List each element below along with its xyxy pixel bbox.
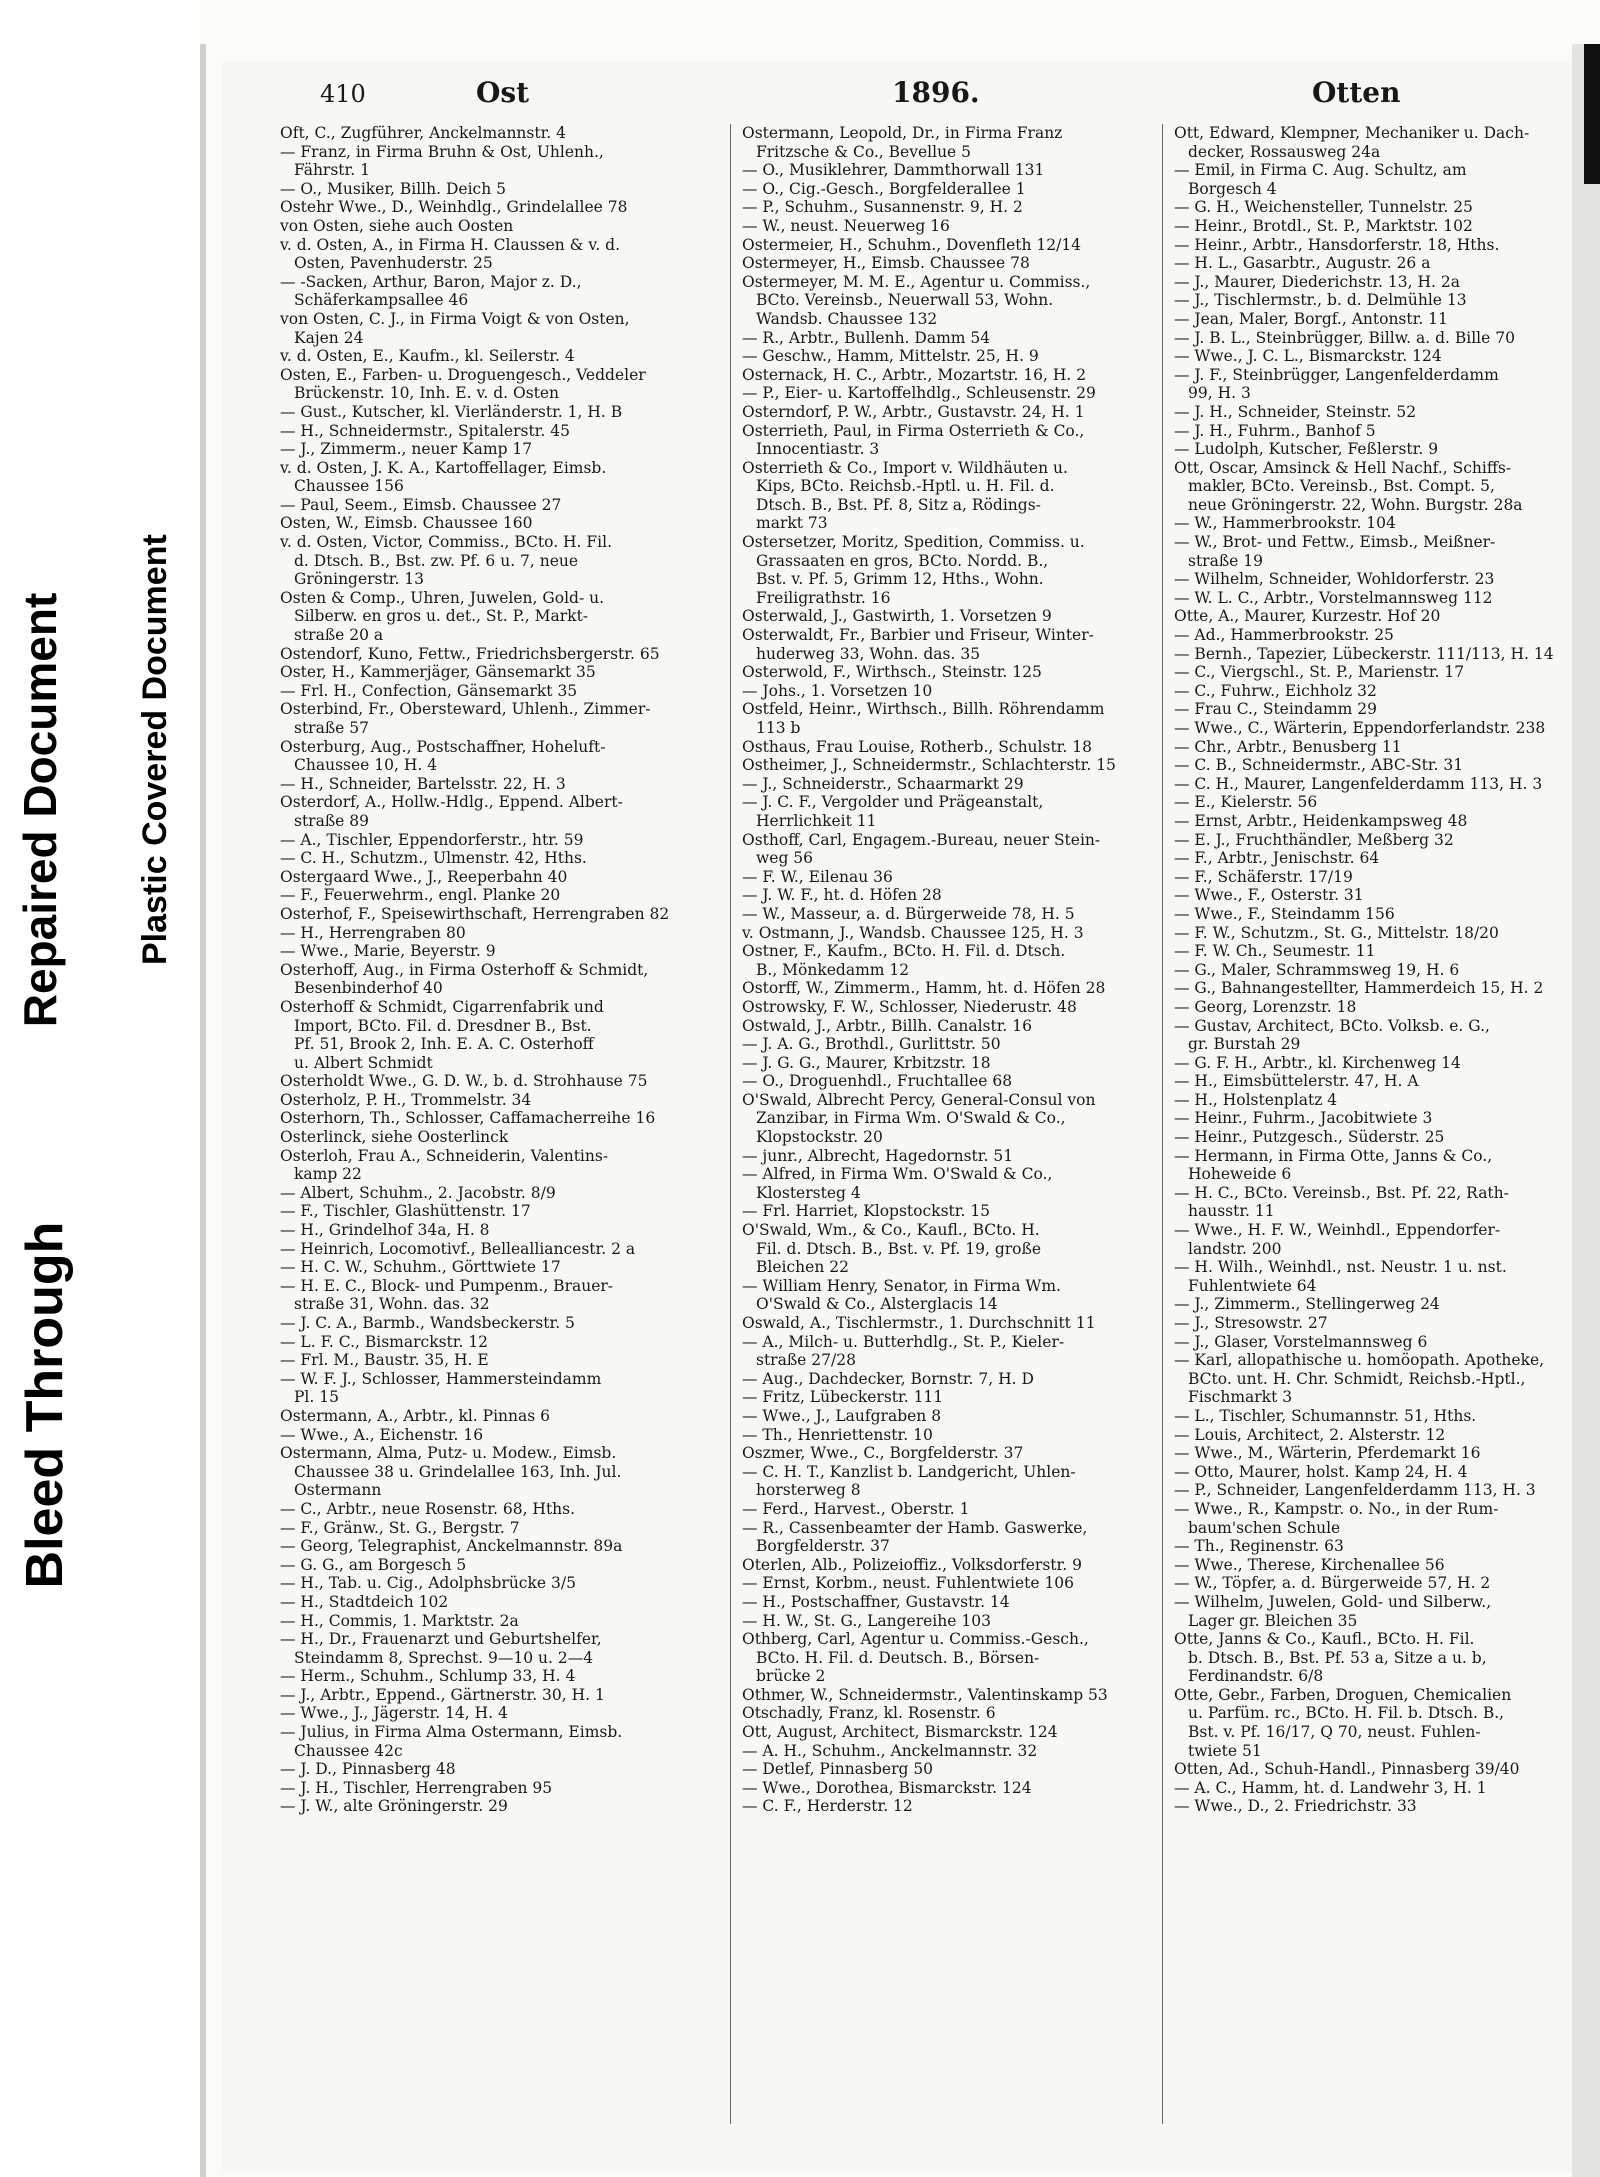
directory-entry-line: — L., Tischler, Schumannstr. 51, Hths. — [1174, 1406, 1477, 1425]
directory-entry-line: kamp 22 — [294, 1165, 362, 1184]
directory-entry-line: Oft, C., Zugführer, Anckelmannstr. 4 — [280, 124, 567, 142]
directory-entry-line: — W., Brot- und Fettw., Eimsb., Meißner- — [1174, 533, 1496, 552]
directory-entry-line: O'Swald, Wm., & Co., Kaufl., BCto. H. — [742, 1221, 1040, 1240]
directory-entry-line: — Wwe., J., Laufgraben 8 — [742, 1406, 942, 1425]
directory-entry-line: Klopstockstr. 20 — [756, 1128, 883, 1147]
directory-entry-line: Freiligrathstr. 16 — [756, 588, 891, 607]
directory-entry-line: Kips, BCto. Reichsb.-Hptl. u. H. Fil. d. — [756, 477, 1055, 496]
directory-entry-line: B., Mönkedamm 12 — [756, 960, 910, 979]
directory-entry-line: — Geschw., Hamm, Mittelstr. 25, H. 9 — [742, 347, 1039, 366]
directory-entry-line: — Jean, Maler, Borgf., Antonstr. 11 — [1174, 309, 1448, 328]
directory-entry-line: Chaussee 10, H. 4 — [294, 756, 438, 775]
directory-entry-line: Klostersteg 4 — [756, 1183, 861, 1202]
directory-entry-line: Fischmarkt 3 — [1188, 1388, 1293, 1407]
directory-entry-line: — H., Tab. u. Cig., Adolphsbrücke 3/5 — [280, 1574, 576, 1593]
directory-entry-line: — Karl, allopathische u. homöopath. Apotheke, — [1174, 1351, 1545, 1370]
directory-entry-line: — O., Musiker, Billh. Deich 5 — [280, 179, 507, 198]
directory-entry-line: straße 27/28 — [756, 1351, 856, 1370]
directory-entry-line: Fil. d. Dtsch. B., Bst. v. Pf. 19, große — [756, 1239, 1042, 1258]
directory-entry-line: — C. H., Maurer, Langenfelderdamm 113, H. 3 — [1174, 774, 1543, 793]
directory-entry-line: — J. F., Steinbrügger, Langenfelderdamm — [1174, 365, 1499, 384]
directory-entry-line: v. d. Osten, Victor, Commiss., BCto. H. Fil. — [280, 533, 613, 552]
right-guide-word: Otten — [1312, 76, 1401, 109]
directory-entry-line: O'Swald & Co., Alsterglacis 14 — [756, 1295, 998, 1314]
directory-entry-line: — J. H., Schneider, Steinstr. 52 — [1174, 402, 1417, 421]
page-number: 410 — [320, 80, 366, 108]
directory-entry-line: — Wwe., R., Kampstr. o. No., in der Rum- — [1174, 1499, 1499, 1518]
scan-right-edge — [1572, 44, 1600, 2177]
directory-column-3 — [1174, 124, 1554, 2154]
directory-entry-line: — Paul, Seem., Eimsb. Chaussee 27 — [280, 495, 562, 514]
directory-entry-line: — Frl. H., Confection, Gänsemarkt 35 — [280, 681, 578, 700]
directory-entry-line: — Wwe., J., Jägerstr. 14, H. 4 — [280, 1704, 508, 1723]
directory-entry-line: — J., Stresowstr. 27 — [1174, 1314, 1328, 1332]
bleed-through-label: Bleed Through — [16, 1221, 74, 1589]
directory-entry-line: straße 89 — [294, 811, 370, 830]
directory-entry-line: — H., Eimsbüttelerstr. 47, H. A — [1174, 1072, 1419, 1091]
directory-entry-line: Otte, Janns & Co., Kaufl., BCto. H. Fil. — [1174, 1630, 1475, 1649]
directory-entry-line: Pl. 15 — [294, 1388, 339, 1407]
directory-entry-line: makler, BCto. Vereinsb., Bst. Compt. 5, — [1188, 477, 1495, 496]
directory-entry-line: — Heinr., Putzgesch., Süderstr. 25 — [1174, 1128, 1445, 1147]
directory-entry-line: — C. B., Schneidermstr., ABC-Str. 31 — [1174, 756, 1464, 775]
directory-entry-line: Osterrieth & Co., Import v. Wildhäuten u. — [742, 458, 1068, 477]
directory-entry-line: — Chr., Arbtr., Benusberg 11 — [1174, 737, 1402, 756]
directory-entry-line: — G. G., am Borgesch 5 — [280, 1555, 467, 1574]
directory-entry-line: Silberw. en gros u. det., St. P., Markt- — [294, 607, 589, 626]
directory-entry-line: Schäferkampsallee 46 — [294, 291, 469, 310]
directory-entry-line: Ostermann, Leopold, Dr., in Firma Franz — [742, 124, 1063, 142]
column-divider — [1162, 124, 1163, 2124]
directory-entry-line: Chaussee 42c — [294, 1741, 403, 1760]
directory-entry-line: Osternack, H. C., Arbtr., Mozartstr. 16, H. 2 — [742, 365, 1087, 384]
left-guide-word: Ost — [476, 76, 530, 109]
directory-entry-line: v. d. Osten, E., Kaufm., kl. Seilerstr. 4 — [280, 347, 575, 366]
directory-entry-line: Osten, W., Eimsb. Chaussee 160 — [280, 514, 533, 533]
directory-entry-line: — O., Cig.-Gesch., Borgfelderallee 1 — [742, 179, 1026, 198]
directory-entry-line: — Ludolph, Kutscher, Feßlerstr. 9 — [1174, 440, 1439, 459]
directory-entry-line: — E. J., Fruchthändler, Meßberg 32 — [1174, 830, 1454, 849]
directory-entry-line: — J. C. A., Barmb., Wandsbeckerstr. 5 — [280, 1314, 575, 1332]
directory-entry-line: Othmer, W., Schneidermstr., Valentinskamp 53 — [742, 1685, 1108, 1704]
directory-entry-line: — A. C., Hamm, ht. d. Landwehr 3, H. 1 — [1174, 1778, 1487, 1797]
directory-entry-line: hausstr. 11 — [1188, 1202, 1275, 1221]
directory-entry-line: BCto. unt. H. Chr. Schmidt, Reichsb.-Hptl., — [1188, 1369, 1526, 1388]
directory-entry-line: — H. L., Gasarbtr., Augustr. 26 a — [1174, 254, 1431, 273]
directory-entry-line: Osterloh, Frau A., Schneiderin, Valentins- — [280, 1146, 609, 1165]
directory-entry-line: — F., Tischler, Glashüttenstr. 17 — [280, 1202, 531, 1221]
directory-entry-line: — Ernst, Korbm., neust. Fuhlentwiete 106 — [742, 1574, 1075, 1593]
directory-entry-line: BCto. Vereinsb., Neuerwall 53, Wohn. — [756, 291, 1054, 310]
directory-entry-line: — Albert, Schuhm., 2. Jacobstr. 8/9 — [280, 1183, 556, 1202]
directory-entry-line: Osterrieth, Paul, in Firma Osterrieth & Co., — [742, 421, 1085, 440]
directory-entry-line: — J., Tischlermstr., b. d. Delmühle 13 — [1174, 291, 1467, 310]
directory-entry-line: Innocentiastr. 3 — [756, 440, 880, 459]
directory-entry-line: Osterholz, P. H., Trommelstr. 34 — [280, 1090, 532, 1109]
directory-entry-line: Ostermeier, H., Schuhm., Dovenfleth 12/14 — [742, 235, 1082, 254]
directory-entry-line: Import, BCto. Fil. d. Dresdner B., Bst. — [294, 1016, 592, 1035]
directory-entry-line: — Wwe., H. F. W., Weinhdl., Eppendorfer- — [1174, 1221, 1501, 1240]
directory-entry-line: Ostwald, J., Arbtr., Billh. Canalstr. 16 — [742, 1016, 1033, 1035]
directory-entry-line: Oterlen, Alb., Polizeioffiz., Volksdorferstr. 9 — [742, 1555, 1082, 1574]
directory-entry-line: u. Albert Schmidt — [294, 1053, 433, 1072]
column-divider — [730, 124, 731, 2124]
directory-entry-line: Ostermann, A., Arbtr., kl. Pinnas 6 — [280, 1406, 550, 1425]
directory-entry-line: — Gust., Kutscher, kl. Vierländerstr. 1, H. B — [280, 402, 623, 421]
directory-entry-line: — L. F. C., Bismarckstr. 12 — [280, 1332, 489, 1351]
directory-entry-line: — Bernh., Tapezier, Lübeckerstr. 111/113, H. 14 — [1174, 644, 1554, 663]
directory-entry-line: — Wwe., D., 2. Friedrichstr. 33 — [1174, 1797, 1417, 1816]
directory-entry-line: — Frau C., Steindamm 29 — [1174, 700, 1377, 719]
directory-entry-line: neue Gröningerstr. 22, Wohn. Burgstr. 28a — [1188, 495, 1523, 514]
directory-entry-line: — Aug., Dachdecker, Bornstr. 7, H. D — [742, 1369, 1034, 1388]
directory-entry-line: — Th., Henriettenstr. 10 — [742, 1425, 933, 1444]
directory-column-1 — [280, 124, 716, 2154]
directory-entry-line: — J. B. L., Steinbrügger, Billw. a. d. Bille 70 — [1174, 328, 1515, 347]
directory-entry-line: Kajen 24 — [294, 328, 364, 347]
directory-entry-line: — Ad., Hammerbrookstr. 25 — [1174, 626, 1394, 645]
directory-entry-line: — J., Maurer, Diederichstr. 13, H. 2a — [1174, 272, 1460, 291]
directory-entry-line: Otten, Ad., Schuh-Handl., Pinnasberg 39/40 — [1174, 1760, 1520, 1779]
directory-entry-line: — Wwe., A., Eichenstr. 16 — [280, 1425, 484, 1444]
directory-entry-line: huderweg 33, Wohn. das. 35 — [756, 644, 981, 663]
directory-entry-line: — C. F., Herderstr. 12 — [742, 1797, 913, 1816]
directory-entry-line: — Gustav, Architect, BCto. Volksb. e. G., — [1174, 1016, 1490, 1035]
directory-entry-line: — H., Herrengraben 80 — [280, 923, 466, 942]
directory-entry-line: — G. H., Weichensteller, Tunnelstr. 25 — [1174, 198, 1473, 217]
directory-entry-line: straße 20 a — [294, 626, 384, 645]
directory-entry-line: — W. F. J., Schlosser, Hammersteindamm — [280, 1369, 602, 1388]
directory-entry-line: Grassaaten en gros, BCto. Nordd. B., — [756, 551, 1049, 570]
directory-entry-line: — H., Commis, 1. Marktstr. 2a — [280, 1611, 519, 1630]
directory-entry-line: — H., Holstenplatz 4 — [1174, 1090, 1338, 1109]
directory-entry-line: — F., Arbtr., Jenischstr. 64 — [1174, 849, 1380, 868]
directory-entry-line: — Frl. Harriet, Klopstockstr. 15 — [742, 1202, 991, 1221]
directory-entry-line: Osterholdt Wwe., G. D. W., b. d. Strohhause 75 — [280, 1072, 648, 1091]
directory-entry-line: Ott, August, Architect, Bismarckstr. 124 — [742, 1723, 1058, 1742]
directory-entry-line: — Detlef, Pinnasberg 50 — [742, 1760, 934, 1779]
directory-entry-line: weg 56 — [756, 849, 814, 868]
directory-entry-line: Osten & Comp., Uhren, Juwelen, Gold- u. — [280, 588, 605, 607]
repaired-document-label: Repaired Document — [14, 592, 66, 1028]
directory-entry-line: Brückenstr. 10, Inh. E. v. d. Osten — [294, 384, 560, 403]
directory-entry-line: straße 57 — [294, 719, 370, 737]
directory-entry-line: — Wilhelm, Juwelen, Gold- und Silberw., — [1174, 1592, 1492, 1611]
directory-entry-line: — F., Feuerwehrm., engl. Planke 20 — [280, 886, 561, 905]
directory-entry-line: twiete 51 — [1188, 1741, 1262, 1760]
directory-entry-line: — F., Gränw., St. G., Bergstr. 7 — [280, 1518, 520, 1537]
directory-entry-line: — E., Kielerstr. 56 — [1174, 793, 1318, 812]
directory-entry-line: — G., Bahnangestellter, Hammerdeich 15, H. 2 — [1174, 979, 1544, 998]
directory-entry-line: Ostermann, Alma, Putz- u. Modew., Eimsb. — [280, 1444, 617, 1463]
directory-entry-line: Osthaus, Frau Louise, Rotherb., Schulstr. 18 — [742, 737, 1092, 756]
directory-entry-line: — Wilhelm, Schneider, Wohldorferstr. 23 — [1174, 570, 1495, 589]
directory-entry-line: — Louis, Architect, 2. Alsterstr. 12 — [1174, 1425, 1446, 1444]
directory-entry-line: Otschadly, Franz, kl. Rosenstr. 6 — [742, 1704, 996, 1723]
directory-entry-line: Othberg, Carl, Agentur u. Commiss.-Gesch., — [742, 1630, 1089, 1649]
directory-entry-line: Osterburg, Aug., Postschaffner, Hoheluft- — [280, 737, 606, 756]
directory-entry-line: — Ferd., Harvest., Oberstr. 1 — [742, 1499, 970, 1518]
directory-entry-line: — Ernst, Arbtr., Heidenkampsweg 48 — [1174, 811, 1468, 830]
directory-entry-line: straße 19 — [1188, 551, 1264, 570]
directory-entry-line: — Wwe., C., Wärterin, Eppendorferlandstr. 238 — [1174, 719, 1546, 737]
directory-entry-line: markt 73 — [756, 514, 828, 533]
directory-entry-line: — F., Schäferstr. 17/19 — [1174, 867, 1353, 886]
directory-entry-line: — A. H., Schuhm., Anckelmannstr. 32 — [742, 1741, 1038, 1760]
directory-entry-line: — J., Glaser, Vorstelmannsweg 6 — [1174, 1332, 1428, 1351]
directory-entry-line: Oszmer, Wwe., C., Borgfelderstr. 37 — [742, 1444, 1024, 1463]
directory-entry-line: — H., Postschaffner, Gustavstr. 14 — [742, 1592, 1010, 1611]
directory-entry-line: Ostermeyer, H., Eimsb. Chaussee 78 — [742, 254, 1030, 273]
directory-entry-line: Bst. v. Pf. 16/17, Q 70, neust. Fuhlen- — [1188, 1723, 1481, 1742]
directory-entry-line: Fritzsche & Co., Bevellue 5 — [756, 142, 972, 161]
directory-entry-line: — Heinr., Fuhrm., Jacobitwiete 3 — [1174, 1109, 1433, 1128]
directory-entry-line: — J. G. G., Maurer, Krbitzstr. 18 — [742, 1053, 991, 1072]
directory-entry-line: baum'schen Schule — [1188, 1518, 1341, 1537]
directory-entry-line: Dtsch. B., Bst. Pf. 8, Sitz a, Rödings- — [756, 495, 1041, 514]
page-header — [222, 76, 1572, 120]
scan-edge-mark — [1584, 44, 1600, 184]
directory-entry-line: — J., Zimmerm., Stellingerweg 24 — [1174, 1295, 1440, 1314]
directory-entry-line: — Wwe., F., Steindamm 156 — [1174, 904, 1395, 923]
directory-entry-line: v. Ostmann, J., Wandsb. Chaussee 125, H. 3 — [742, 923, 1084, 942]
directory-entry-line: von Osten, C. J., in Firma Voigt & von Osten, — [280, 309, 630, 328]
directory-entry-line: — P., Schneider, Langenfelderdamm 113, H. 3 — [1174, 1481, 1536, 1500]
directory-entry-line: — Wwe., Therese, Kirchenallee 56 — [1174, 1555, 1445, 1574]
directory-entry-line: O'Swald, Albrecht Percy, General-Consul von — [742, 1090, 1096, 1109]
directory-entry-line: Ostermann — [294, 1481, 382, 1500]
directory-entry-line: — H., Grindelhof 34a, H. 8 — [280, 1221, 490, 1240]
directory-entry-line: — W., Hammerbrookstr. 104 — [1174, 514, 1396, 533]
directory-entry-line: — Johs., 1. Vorsetzen 10 — [742, 681, 933, 700]
directory-entry-line: — W., neust. Neuerweg 16 — [742, 216, 950, 235]
directory-entry-line: Ostersetzer, Moritz, Spedition, Commiss. u. — [742, 533, 1085, 552]
directory-entry-line: — H. Wilh., Weinhdl., nst. Neustr. 1 u. nst. — [1174, 1258, 1507, 1277]
directory-entry-line: — Wwe., Marie, Beyerstr. 9 — [280, 942, 496, 961]
directory-entry-line: gr. Burstah 29 — [1188, 1035, 1301, 1054]
directory-entry-line: landstr. 200 — [1188, 1239, 1282, 1258]
directory-entry-line: — J. A. G., Brothdl., Gurlittstr. 50 — [742, 1035, 1001, 1054]
directory-entry-line: — William Henry, Senator, in Firma Wm. — [742, 1276, 1061, 1295]
directory-entry-line: — C. H., Schutzm., Ulmenstr. 42, Hths. — [280, 849, 587, 868]
directory-entry-line: Ott, Edward, Klempner, Mechaniker u. Dach- — [1174, 124, 1530, 142]
directory-entry-line: Ostermeyer, M. M. E., Agentur u. Commiss., — [742, 272, 1091, 291]
directory-entry-line: — A., Milch- u. Butterhdlg., St. P., Kieler- — [742, 1332, 1065, 1351]
directory-entry-line: v. d. Osten, A., in Firma H. Claussen & v. d. — [280, 235, 621, 254]
directory-entry-line: — C., Arbtr., neue Rosenstr. 68, Hths. — [280, 1499, 576, 1518]
directory-entry-line: — H. E. C., Block- und Pumpenm., Brauer- — [280, 1276, 614, 1295]
directory-entry-line: — A., Tischler, Eppendorferstr., htr. 59 — [280, 830, 584, 849]
directory-entry-line: u. Parfüm. rc., BCto. H. Fil. b. Dtsch. B., — [1188, 1704, 1505, 1723]
directory-entry-line: — C., Viergschl., St. P., Marienstr. 17 — [1174, 663, 1465, 682]
directory-entry-line: horsterweg 8 — [756, 1481, 861, 1500]
directory-entry-line: Ostendorf, Kuno, Fettw., Friedrichsbergerstr. 65 — [280, 644, 660, 663]
directory-entry-line: straße 31, Wohn. das. 32 — [294, 1295, 490, 1314]
directory-entry-line: — C., Fuhrw., Eichholz 32 — [1174, 681, 1377, 700]
directory-entry-line: — Heinrich, Locomotivf., Bellealliancestr. 2 a — [280, 1239, 636, 1258]
directory-entry-line: Osthoff, Carl, Engagem.-Bureau, neuer Stein- — [742, 830, 1101, 849]
directory-entry-line: — Franz, in Firma Bruhn & Ost, Uhlenh., — [280, 142, 604, 161]
directory-entry-line: Osterhoff, Aug., in Firma Osterhoff & Schmidt, — [280, 960, 649, 979]
directory-entry-line: 113 b — [756, 719, 801, 737]
directory-entry-line: Osterdorf, A., Hollw.-Hdlg., Eppend. Albert- — [280, 793, 623, 812]
directory-entry-line: — R., Arbtr., Bullenh. Damm 54 — [742, 328, 991, 347]
directory-entry-line: brücke 2 — [756, 1667, 826, 1686]
directory-entry-line: — G. F. H., Arbtr., kl. Kirchenweg 14 — [1174, 1053, 1461, 1072]
directory-entry-line: — Wwe., F., Osterstr. 31 — [1174, 886, 1364, 905]
directory-entry-line: Zanzibar, in Firma Wm. O'Swald & Co., — [756, 1109, 1066, 1128]
directory-entry-line: Ostergaard Wwe., J., Reeperbahn 40 — [280, 867, 568, 886]
directory-entry-line: — Hermann, in Firma Otte, Janns & Co., — [1174, 1146, 1493, 1165]
directory-entry-line: b. Dtsch. B., Bst. Pf. 53 a, Sitze a u. b, — [1188, 1648, 1487, 1667]
directory-entry-line: — Fritz, Lübeckerstr. 111 — [742, 1388, 944, 1407]
directory-entry-line: — Th., Reginenstr. 63 — [1174, 1537, 1344, 1556]
directory-entry-line: Chaussee 38 u. Grindelallee 163, Inh. Jul. — [294, 1462, 622, 1481]
directory-entry-line: Otte, Gebr., Farben, Droguen, Chemicalien — [1174, 1685, 1512, 1704]
directory-entry-line: Ostfeld, Heinr., Wirthsch., Billh. Röhrendamm — [742, 700, 1105, 719]
directory-entry-line: 99, H. 3 — [1188, 384, 1251, 403]
directory-entry-line: Besenbinderhof 40 — [294, 979, 443, 998]
directory-entry-line: — H. C. W., Schuhm., Görttwiete 17 — [280, 1258, 561, 1277]
directory-entry-line: — Wwe., M., Wärterin, Pferdemarkt 16 — [1174, 1444, 1481, 1463]
scan-edge — [200, 44, 206, 2177]
directory-entry-line: — J., Schneiderstr., Schaarmarkt 29 — [742, 774, 1024, 793]
directory-entry-line: — W., Töpfer, a. d. Bürgerweide 57, H. 2 — [1174, 1574, 1491, 1593]
directory-entry-line: — R., Cassenbeamter der Hamb. Gaswerke, — [742, 1518, 1088, 1537]
directory-entry-line: — J. C. F., Vergolder und Prägeanstalt, — [742, 793, 1044, 812]
directory-entry-line: Ostehr Wwe., D., Weinhdlg., Grindelallee 78 — [280, 198, 628, 217]
directory-entry-line: — Julius, in Firma Alma Ostermann, Eimsb. — [280, 1723, 623, 1742]
directory-entry-line: — Georg, Telegraphist, Anckelmannstr. 89a — [280, 1537, 623, 1556]
directory-entry-line: Otte, A., Maurer, Kurzestr. Hof 20 — [1174, 607, 1441, 626]
directory-entry-line: BCto. H. Fil. d. Deutsch. B., Börsen- — [756, 1648, 1040, 1667]
directory-entry-line: Ostner, F., Kaufm., BCto. H. Fil. d. Dtsch. — [742, 942, 1066, 961]
directory-entry-line: — H., Dr., Frauenarzt und Geburtshelfer, — [280, 1630, 602, 1649]
directory-entry-line: Fährstr. 1 — [294, 161, 370, 180]
directory-entry-line: — Otto, Maurer, holst. Kamp 24, H. 4 — [1174, 1462, 1468, 1481]
directory-entry-line: — F. W., Schutzm., St. G., Mittelstr. 18/20 — [1174, 923, 1499, 942]
directory-entry-line: — Alfred, in Firma Wm. O'Swald & Co., — [742, 1165, 1053, 1184]
directory-entry-line: — J., Arbtr., Eppend., Gärtnerstr. 30, H. 1 — [280, 1685, 605, 1704]
directory-entry-line: Osterhoff & Schmidt, Cigarrenfabrik und — [280, 997, 604, 1016]
directory-entry-line: — J. H., Tischler, Herrengraben 95 — [280, 1778, 553, 1797]
directory-entry-line: — J. W., alte Gröningerstr. 29 — [280, 1797, 508, 1816]
directory-page — [222, 62, 1572, 2172]
directory-entry-line: — H., Schneidermstr., Spitalerstr. 45 — [280, 421, 570, 440]
directory-entry-line: — H. C., BCto. Vereinsb., Bst. Pf. 22, Rath- — [1174, 1183, 1509, 1202]
directory-entry-line: — Herm., Schuhm., Schlump 33, H. 4 — [280, 1667, 576, 1686]
directory-entry-line: — C. H. T., Kanzlist b. Landgericht, Uhlen- — [742, 1462, 1076, 1481]
directory-entry-line: Osterhof, F., Speisewirthschaft, Herrengraben 82 — [280, 904, 670, 923]
directory-entry-line: Wandsb. Chaussee 132 — [756, 309, 938, 328]
directory-entry-line: Ostorff, W., Zimmerm., Hamm, ht. d. Höfen 28 — [742, 979, 1106, 998]
directory-entry-line: Osterlinck, siehe Oosterlinck — [280, 1128, 509, 1147]
directory-entry-line: Lager gr. Bleichen 35 — [1188, 1611, 1358, 1630]
directory-entry-line: — O., Droguenhdl., Fruchtallee 68 — [742, 1072, 1013, 1091]
directory-entry-line: — J. H., Fuhrm., Banhof 5 — [1174, 421, 1376, 440]
directory-entry-line: Oster, H., Kammerjäger, Gänsemarkt 35 — [280, 663, 596, 682]
directory-entry-line: Oswald, A., Tischlermstr., 1. Durchschnitt 11 — [742, 1314, 1096, 1332]
directory-entry-line: — Georg, Lorenzstr. 18 — [1174, 997, 1357, 1016]
year-heading: 1896. — [892, 76, 980, 109]
directory-entry-line: — Heinr., Brotdl., St. P., Marktstr. 102 — [1174, 216, 1473, 235]
directory-entry-line: — H., Stadtdeich 102 — [280, 1592, 449, 1611]
directory-entry-line: Pf. 51, Brook 2, Inh. E. A. C. Osterhoff — [294, 1035, 594, 1054]
directory-entry-line: Osterhorn, Th., Schlosser, Caffamacherreihe 16 — [280, 1109, 656, 1128]
directory-entry-line: — J., Zimmerm., neuer Kamp 17 — [280, 440, 533, 459]
directory-entry-line: — H. W., St. G., Langereihe 103 — [742, 1611, 991, 1630]
directory-entry-line: Fuhlentwiete 64 — [1188, 1276, 1317, 1295]
directory-entry-line: Steindamm 8, Sprechst. 9—10 u. 2—4 — [294, 1648, 594, 1667]
directory-entry-line: — J. D., Pinnasberg 48 — [280, 1760, 456, 1779]
directory-entry-line: Osterbind, Fr., Obersteward, Uhlenh., Zimmer- — [280, 700, 651, 719]
directory-entry-line: Gröningerstr. 13 — [294, 570, 425, 589]
directory-entry-line: — W., Masseur, a. d. Bürgerweide 78, H. 5 — [742, 904, 1075, 923]
directory-entry-line: — Frl. M., Baustr. 35, H. E — [280, 1351, 489, 1370]
directory-entry-line: — Wwe., Dorothea, Bismarckstr. 124 — [742, 1778, 1032, 1797]
directory-entry-line: Borgesch 4 — [1188, 179, 1277, 198]
directory-entry-line: Osterwald, J., Gastwirth, 1. Vorsetzen 9 — [742, 607, 1052, 626]
directory-entry-line: Ferdinandstr. 6/8 — [1188, 1667, 1324, 1686]
directory-entry-line: — O., Musiklehrer, Dammthorwall 131 — [742, 161, 1045, 180]
directory-entry-line: — Heinr., Arbtr., Hansdorferstr. 18, Hths. — [1174, 235, 1500, 254]
directory-entry-line: Osten, E., Farben- u. Droguengesch., Veddeler — [280, 365, 646, 384]
directory-entry-line: — J. W. F., ht. d. Höfen 28 — [742, 886, 942, 905]
directory-entry-line: Ostheimer, J., Schneidermstr., Schlachterstr. 15 — [742, 756, 1116, 775]
directory-entry-line: — P., Schuhm., Susannenstr. 9, H. 2 — [742, 198, 1023, 217]
directory-entry-line: Herrlichkeit 11 — [756, 811, 877, 830]
directory-entry-line: von Osten, siehe auch Oosten — [280, 216, 514, 235]
directory-entry-line: Bst. v. Pf. 5, Grimm 12, Hths., Wohn. — [756, 570, 1044, 589]
directory-entry-line: Hoheweide 6 — [1188, 1165, 1292, 1184]
directory-entry-line: Ott, Oscar, Amsinck & Hell Nachf., Schiffs- — [1174, 458, 1512, 477]
directory-entry-line: — junr., Albrecht, Hagedornstr. 51 — [742, 1146, 1014, 1165]
directory-entry-line: Ostrowsky, F. W., Schlosser, Niederustr. 48 — [742, 997, 1077, 1016]
directory-entry-line: d. Dtsch. B., Bst. zw. Pf. 6 u. 7, neue — [294, 551, 579, 570]
scan-annotation-sidebar — [0, 0, 200, 2177]
directory-entry-line: v. d. Osten, J. K. A., Kartoffellager, Eimsb. — [280, 458, 607, 477]
directory-entry-line: Osterndorf, P. W., Arbtr., Gustavstr. 24, H. 1 — [742, 402, 1085, 421]
directory-entry-line: — Wwe., J. C. L., Bismarckstr. 124 — [1174, 347, 1442, 366]
directory-entry-line: — G., Maler, Schrammsweg 19, H. 6 — [1174, 960, 1460, 979]
directory-entry-line: Osten, Pavenhuderstr. 25 — [294, 254, 493, 273]
directory-entry-line: — F. W. Ch., Seumestr. 11 — [1174, 942, 1376, 961]
directory-entry-line: — Emil, in Firma C. Aug. Schultz, am — [1174, 161, 1467, 180]
directory-entry-line: Borgfelderstr. 37 — [756, 1537, 890, 1556]
directory-entry-line: Osterwaldt, Fr., Barbier und Friseur, Winter- — [742, 626, 1094, 645]
directory-entry-line: Osterwold, F., Wirthsch., Steinstr. 125 — [742, 663, 1042, 682]
directory-column-2 — [742, 124, 1148, 2154]
directory-entry-line: Bleichen 22 — [756, 1258, 849, 1277]
directory-entry-line: — W. L. C., Arbtr., Vorstelmannsweg 112 — [1174, 588, 1493, 607]
directory-entry-line: — -Sacken, Arthur, Baron, Major z. D., — [280, 272, 582, 291]
directory-entry-line: — P., Eier- u. Kartoffelhdlg., Schleusenstr. 29 — [742, 384, 1096, 403]
directory-entry-line: decker, Rossausweg 24a — [1188, 142, 1381, 161]
directory-entry-line: — F. W., Eilenau 36 — [742, 867, 893, 886]
plastic-covered-label: Plastic Covered Document — [136, 534, 174, 965]
directory-entry-line: — H., Schneider, Bartelsstr. 22, H. 3 — [280, 774, 566, 793]
directory-entry-line: Chaussee 156 — [294, 477, 404, 496]
